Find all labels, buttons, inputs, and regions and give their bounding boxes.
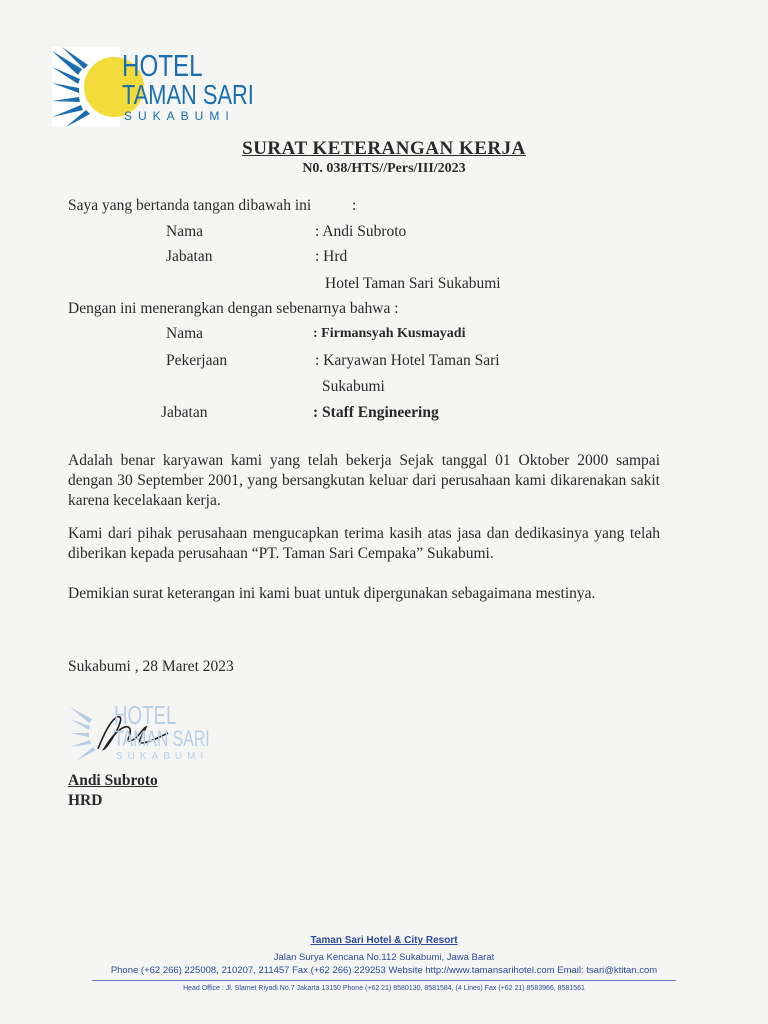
- employee-job-value-cont: Sukabumi: [322, 378, 385, 395]
- footer-company: Taman Sari Hotel & City Resort: [310, 935, 458, 946]
- footer-head-office: Head Office : Jl. Slamet Riyadi No.7 Jakarta 13150 Phone (+62 21) 8580130, 8581584, (4 Lines) Fax (+62 21) 8583966, 8581561: [183, 985, 585, 992]
- body-paragraph-2: Kami dari pihak perusahaan mengucapkan terima kasih atas jasa dan dedikasinya yang telah diberikan kepada perusahaan “PT. Taman Sari Cempaka” Sukabumi.: [68, 525, 660, 562]
- footer-divider: [92, 980, 676, 981]
- signatory-position-label: Jabatan: [166, 248, 213, 265]
- place-date: Sukabumi , 28 Maret 2023: [68, 658, 234, 675]
- employee-name-value: : Firmansyah Kusmayadi: [313, 326, 466, 341]
- employee-position-label: Jabatan: [161, 404, 208, 421]
- intro-colon: :: [352, 197, 357, 214]
- stamp-text-hotel: HOTEL: [114, 700, 177, 730]
- signer-name: Andi Subroto: [68, 772, 158, 789]
- employee-position-value: : Staff Engineering: [313, 404, 439, 421]
- document-number: N0. 038/HTS//Pers/III/2023: [302, 161, 466, 176]
- stamp-text-taman-sari: TAMAN SARI: [114, 726, 210, 751]
- signatory-name-label: Nama: [166, 223, 204, 240]
- logo-text-sukabumi: SUKABUMI: [124, 109, 235, 123]
- signatory-position-value: : Hrd: [315, 248, 348, 265]
- signatory-company: Hotel Taman Sari Sukabumi: [325, 275, 501, 292]
- intro-text: Saya yang bertanda tangan dibawah ini: [68, 197, 312, 214]
- logo-text-hotel: HOTEL: [122, 48, 203, 83]
- stamp-text-sukabumi: SUKABUMI: [116, 751, 209, 762]
- body-paragraph-3: Demikian surat keterangan ini kami buat untuk dipergunakan sebagaimana mestinya.: [68, 585, 596, 602]
- body-paragraph-1: Adalah benar karyawan kami yang telah bekerja Sejak tanggal 01 Oktober 2000 sampai dengan 30 September 2001, yang bersangkutan keluar dari perusahaan kami dikarenakan sakit karena kecelakaan kerja.: [68, 452, 660, 509]
- employee-job-label: Pekerjaan: [166, 352, 228, 369]
- employee-name-label: Nama: [166, 325, 204, 342]
- logo-text-taman-sari: TAMAN SARI: [122, 79, 254, 110]
- document-title: SURAT KETERANGAN KERJA: [242, 138, 526, 159]
- footer-address: Jalan Surya Kencana No.112 Sukabumi, Jawa Barat: [273, 952, 495, 963]
- signer-role: HRD: [68, 792, 103, 809]
- footer-contact: Phone (+62 266) 225008, 210207, 211457 Fax (+62 266) 229253 Website http://www.tamansarihotel.com Email: tsari@ktitan.com: [110, 965, 658, 976]
- signatory-name-value: : Andi Subroto: [315, 223, 407, 240]
- statement-text: Dengan ini menerangkan dengan sebenarnya bahwa :: [68, 300, 399, 317]
- employee-job-value: : Karyawan Hotel Taman Sari: [315, 352, 500, 369]
- stamp-rays: [70, 707, 96, 761]
